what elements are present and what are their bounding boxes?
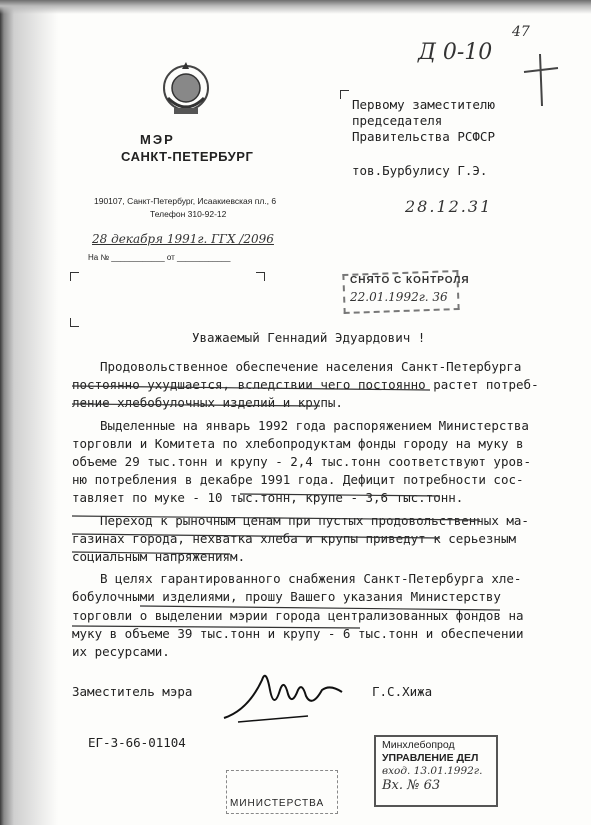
signatory-role: Заместитель мэра [72, 684, 193, 699]
org-title: МЭР [140, 132, 175, 147]
recipient-line: председателя [352, 113, 443, 128]
letter-line: Выделенные на январь 1992 года распоряжением Министерства [100, 417, 529, 433]
letter-line: ление хлебобулочных изделий и крупы. [72, 395, 343, 411]
letter-line: постоянно ухудшается, вследствии чего постоянно растет потреб- [72, 377, 539, 393]
handwritten-signature [218, 660, 348, 730]
letter-line: ню потребления в декабре 1991 года. Дефицит потребности сос- [72, 472, 524, 488]
recipient-block [352, 97, 495, 145]
org-city: САНКТ-ПЕТЕРБУРГ [121, 149, 254, 164]
scan-shadow-top [0, 0, 591, 14]
registration-number: ЕГ-3-66-01104 [88, 735, 186, 750]
handwritten-plus-mark [520, 50, 560, 110]
corner-mark [70, 272, 79, 281]
reference-line: На № ____________ от ____________ [88, 253, 231, 262]
corner-mark [340, 90, 349, 99]
letter-greeting: Уважаемый Геннадий Эдуардович ! [192, 330, 426, 345]
letter-line: В целях гарантированного снабжения Санкт-Петербурга хле- [100, 571, 522, 587]
letter-line: тавляет по муке - 10 тыс.тонн, крупе - 3,6 тыс.тонн. [72, 490, 464, 506]
control-stamp-title: СНЯТО С КОНТРОЛЯ [350, 275, 470, 286]
letter-line: муку в объеме 39 тыс.тонн и крупу - 6 тыс.тонн и обеспечении [72, 625, 524, 641]
incoming-stamp-line: Вх. № 63 [382, 778, 441, 793]
recipient-name: тов.Бурбулису Г.Э. [352, 163, 488, 178]
outgoing-date-number: 28 декабря 1991г. ГГХ /2096 [92, 232, 274, 246]
handwritten-corner-number: 47 [512, 24, 530, 40]
incoming-stamp-line: вход. 13.01.1992г. [382, 765, 483, 777]
handwritten-received-date: 28.12.31 [405, 197, 493, 216]
recipient-line: Первому заместителю [352, 97, 495, 112]
control-stamp-date: 22.01.1992г. 36 [350, 290, 448, 304]
letter-line: торговли и Комитета по хлебопродуктам фонды городу на муку в [72, 435, 524, 451]
ministry-stamp-label: МИНИСТЕРСТВА [230, 798, 325, 809]
rsfsr-emblem-icon [158, 58, 214, 122]
signatory-name: Г.С.Хижа [372, 684, 433, 699]
org-phone: Телефон 310-92-12 [150, 209, 227, 219]
letter-line: социальным напряжениям. [72, 549, 246, 565]
letter-line: их ресурсами. [72, 644, 170, 660]
scan-shadow-left [0, 0, 58, 825]
corner-mark [70, 318, 79, 327]
corner-mark [256, 272, 265, 281]
incoming-stamp [374, 735, 498, 807]
letter-line: бобулочными изделиями, прошу Вашего указания Министерству [72, 589, 501, 605]
letter-line: газинах города, нехватка хлеба и крупы приведут к серьезным [72, 530, 517, 546]
incoming-stamp-line: УПРАВЛЕНИЕ ДЕЛ [382, 752, 479, 764]
incoming-stamp-line: Минхлебопрод [382, 739, 455, 751]
letter-line: Переход к рыночным ценам при пустых продовольственных ма- [100, 512, 529, 528]
handwritten-underlines [60, 370, 539, 640]
letter-line: торговли о выделении мэрии города централизованных фондов на [72, 607, 524, 623]
recipient-line: Правительства РСФСР [352, 129, 495, 144]
org-address: 190107, Санкт-Петербург, Исаакиевская пл., 6 [94, 196, 277, 206]
letter-line: объеме 29 тыс.тонн и крупу - 2,4 тыс.тонн соответствуют уров- [72, 454, 532, 470]
letter-line: Продовольственное обеспечение населения Санкт-Петербурга [100, 359, 522, 374]
handwritten-file-code: Д 0-10 [418, 40, 493, 65]
